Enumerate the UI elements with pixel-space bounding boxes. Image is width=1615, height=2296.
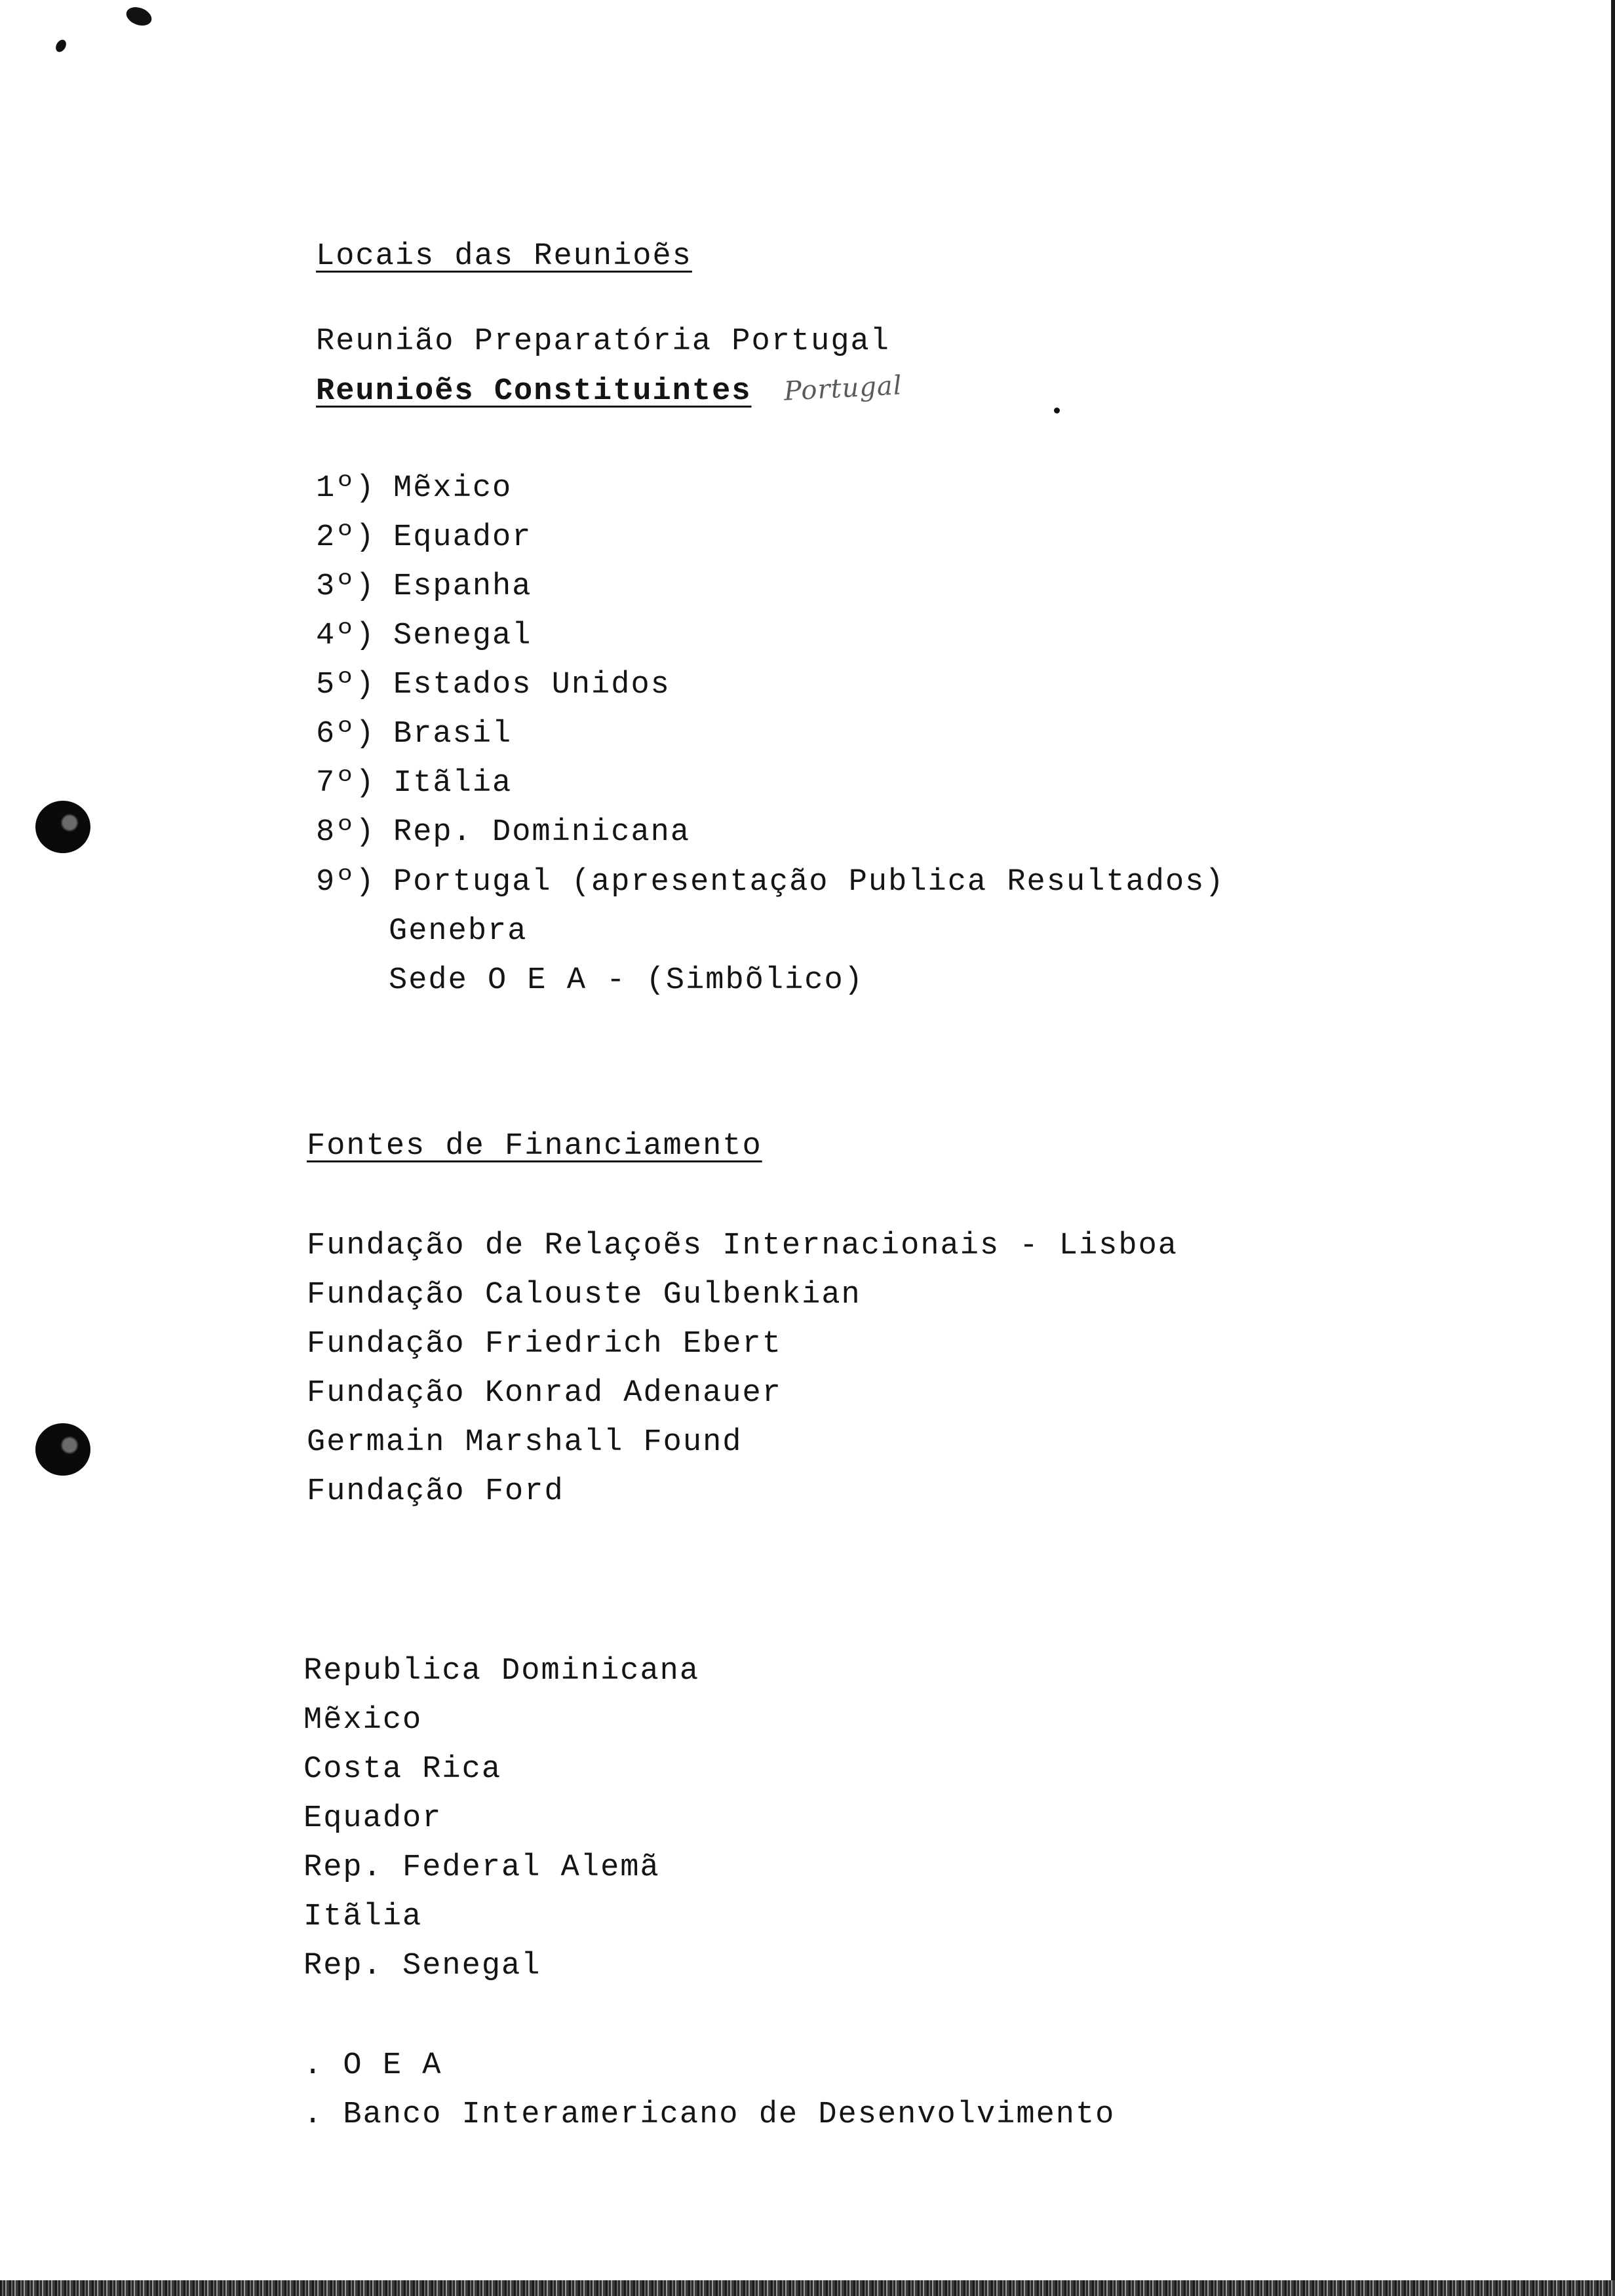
ink-speck <box>54 38 68 54</box>
country-item: Equador <box>303 1801 442 1836</box>
handwritten-note: Portugal <box>783 370 903 407</box>
page-edge-border <box>1611 0 1615 2296</box>
country-item: Mẽxico <box>303 1703 423 1738</box>
list-item <box>316 716 512 753</box>
item-label: Brasil <box>393 717 513 752</box>
punch-hole-bottom <box>35 1423 90 1476</box>
list-continuation: Sede O E A - (Simbõlico) <box>389 963 864 998</box>
item-number: 9º) <box>316 865 376 900</box>
item-number: 5º) <box>316 668 376 702</box>
ink-speck <box>124 4 154 29</box>
list-continuation: Genebra <box>389 914 528 949</box>
item-label: Equador <box>393 520 532 555</box>
country-item: Rep. Senegal <box>303 1949 541 1983</box>
item-label: Espanha <box>393 569 532 604</box>
organization-item: . Banco Interamericano de Desenvolvimento <box>303 2097 1116 2132</box>
item-label: Portugal (apresentação Publica Resultados) <box>393 865 1225 900</box>
list-item <box>316 864 1225 901</box>
organization-item: . O E A <box>303 2048 442 2083</box>
punch-hole-top <box>35 801 90 853</box>
scan-edge-strip <box>0 2280 1615 2296</box>
item-label: Rep. Dominicana <box>393 815 691 850</box>
fontes-heading: Fontes de Financiamento <box>307 1129 762 1164</box>
item-number: 7º) <box>316 766 376 801</box>
locais-heading: Locais das Reunioẽs <box>316 239 692 274</box>
item-label: Estados Unidos <box>393 668 671 702</box>
country-item: Rep. Federal Alemã <box>303 1850 660 1885</box>
item-number: 4º) <box>316 619 376 653</box>
funding-item: Fundação Konrad Adenauer <box>307 1376 782 1411</box>
list-item <box>316 470 512 507</box>
country-item: Itãlia <box>303 1900 423 1934</box>
reunioes-constituintes: Reunioẽs Constituintes <box>316 374 752 409</box>
list-item <box>316 618 532 655</box>
item-number: 2º) <box>316 520 376 555</box>
funding-item: Fundação Friedrich Ebert <box>307 1327 782 1362</box>
list-item <box>316 765 512 802</box>
item-number: 3º) <box>316 569 376 604</box>
country-item: Costa Rica <box>303 1752 502 1787</box>
reuniao-preparatoria: Reunião Preparatória Portugal <box>316 324 890 359</box>
list-item <box>316 667 671 704</box>
item-number: 8º) <box>316 815 376 850</box>
list-item <box>316 814 690 851</box>
item-label: Senegal <box>393 619 532 653</box>
item-number: 1º) <box>316 471 376 506</box>
item-number: 6º) <box>316 717 376 752</box>
funding-item: Germain Marshall Found <box>307 1425 743 1460</box>
ink-speck <box>1054 408 1060 413</box>
funding-item: Fundação de Relaçoẽs Internacionais - Lisboa <box>307 1229 1178 1263</box>
funding-item: Fundação Ford <box>307 1474 564 1509</box>
item-label: Mẽxico <box>393 471 513 506</box>
list-item <box>316 569 532 605</box>
list-item <box>316 520 532 556</box>
funding-item: Fundação Calouste Gulbenkian <box>307 1278 861 1312</box>
country-item: Republica Dominicana <box>303 1654 700 1689</box>
item-label: Itãlia <box>393 766 513 801</box>
